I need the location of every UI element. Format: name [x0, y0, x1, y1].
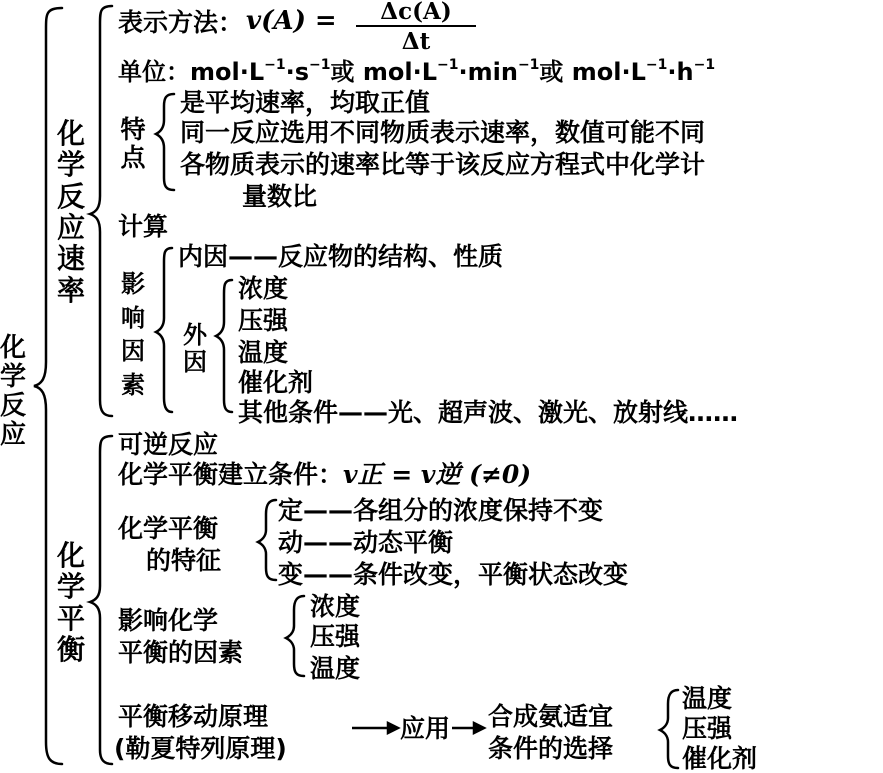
synthesis-item-2: 压强 [682, 714, 733, 743]
unit-part: 单位：mol·L [118, 58, 265, 86]
eq-factor-item-2: 压强 [310, 622, 361, 651]
eq-features-brace [258, 500, 276, 580]
condition-label: 化学平衡建立条件： [118, 460, 344, 489]
eq-factors-brace [286, 596, 304, 676]
unit-part: ·s [285, 58, 310, 86]
eq-feature-item-3: 变——条件改变，平衡状态改变 [278, 560, 629, 589]
unit-part: ·min [458, 58, 518, 86]
arrow-head-1 [388, 723, 398, 733]
rate-expression-fraction [356, 0, 476, 53]
eq-feature-item-1: 定——各组分的浓度保持不变 [278, 496, 604, 525]
eq-factor-item-3: 温度 [310, 654, 361, 683]
equilibrium-condition [118, 462, 531, 487]
external-item-3: 温度 [238, 338, 289, 367]
external-brace [216, 280, 232, 412]
unit-exponent: −1 [264, 57, 286, 73]
reversible-reaction: 可逆反应 [118, 430, 219, 459]
external-item-4: 催化剂 [238, 368, 314, 397]
external-title: 外因 [183, 321, 207, 376]
rate-unit [118, 58, 715, 84]
factors-brace [156, 248, 172, 412]
eq-factor-title-2: 平衡的因素 [118, 638, 244, 667]
eq-feature-item-2: 动——动态平衡 [278, 528, 454, 557]
synthesis-line-2: 条件的选择 [488, 734, 614, 763]
features-title: 特点 [120, 115, 146, 172]
unit-exponent: −1 [693, 57, 716, 73]
rate-expression-denominator: Δt [401, 28, 431, 55]
unit-exponent: −1 [437, 57, 459, 73]
condition-formula: v正 = v逆 (≠0) [343, 460, 532, 489]
unit-exponent: −1 [309, 57, 331, 73]
synthesis-line-1: 合成氨适宜 [488, 702, 614, 731]
feature-item-1: 是平均速率，均取正值 [180, 88, 431, 117]
feature-item-2: 同一反应选用不同物质表示速率，数值可能不同 [180, 118, 706, 147]
rate-brace [90, 6, 112, 416]
other-conditions: 其他条件——光、超声波、激光、放射线…… [238, 398, 739, 427]
unit-exponent: −1 [645, 57, 668, 73]
eq-feature-title-1: 化学平衡 [118, 514, 219, 543]
eq-factor-item-1: 浓度 [310, 592, 361, 621]
fraction-bar [356, 25, 476, 27]
principle-line-2: (勒夏特列原理) [114, 734, 287, 763]
unit-part: 或 mol·L [330, 58, 438, 86]
unit-exponent: −1 [517, 57, 540, 73]
root-label: 化学反应 [0, 333, 27, 451]
feature-item-3-cont: 量数比 [242, 182, 318, 211]
internal-factor: 内因——反应物的结构、性质 [178, 242, 504, 271]
unit-part: ·h [667, 58, 694, 86]
unit-part: 或 mol·L [539, 58, 646, 86]
rate-expression-label: 表示方法： [118, 8, 244, 37]
external-item-1: 浓度 [238, 274, 289, 303]
application-label: 应用 [400, 714, 451, 743]
eq-feature-title-2: 的特征 [146, 546, 222, 575]
equilibrium-title: 化学平衡 [56, 539, 85, 667]
equilibrium-brace [90, 436, 112, 764]
rate-expression-numerator: Δc(A) [380, 0, 452, 25]
rate-title: 化学反应速率 [56, 117, 85, 307]
rate-calc: 计算 [118, 212, 169, 241]
rate-expression-lhs: v(A) = [246, 6, 337, 36]
synthesis-item-3: 催化剂 [682, 744, 758, 773]
features-brace [156, 94, 174, 190]
feature-item-3: 各物质表示的速率比等于该反应方程式中化学计 [180, 150, 706, 179]
eq-factor-title-1: 影响化学 [118, 606, 219, 635]
factors-title: 影响因素 [121, 270, 145, 399]
external-item-2: 压强 [238, 306, 289, 335]
synthesis-brace [660, 690, 678, 768]
principle-line-1: 平衡移动原理 [118, 702, 269, 731]
synthesis-item-1: 温度 [682, 684, 733, 713]
arrow-head-2 [474, 723, 484, 733]
